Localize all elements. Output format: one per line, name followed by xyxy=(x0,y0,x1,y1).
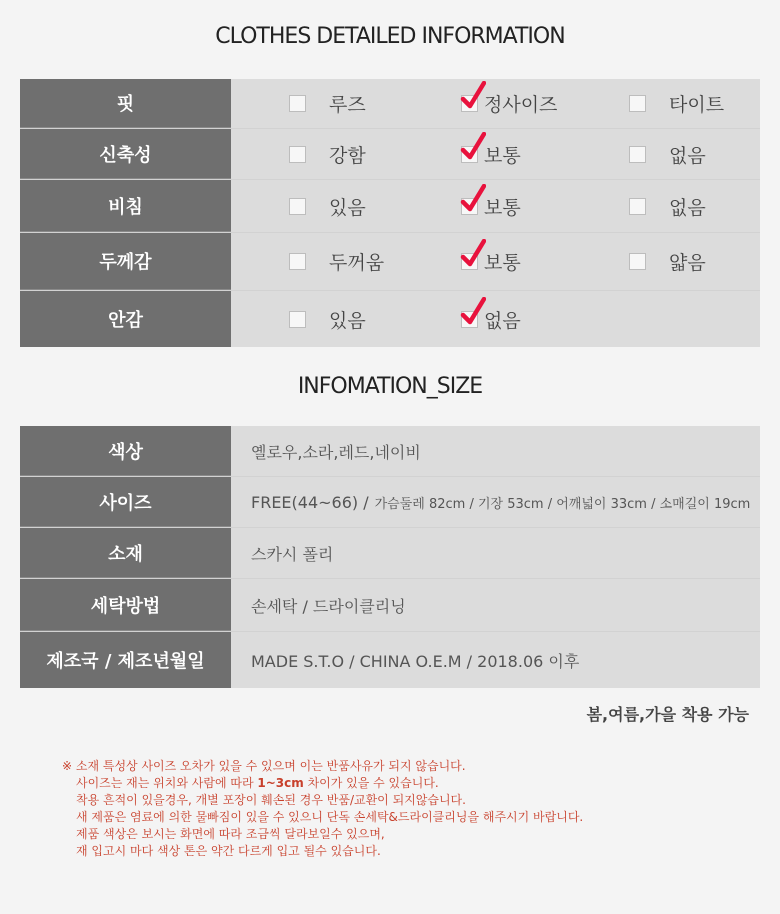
option-label: 얇음 xyxy=(669,252,706,274)
checkbox-checked[interactable] xyxy=(461,95,478,112)
row-value xyxy=(231,632,760,688)
table-row xyxy=(20,579,760,632)
row-value xyxy=(231,528,760,578)
checkmark-icon xyxy=(460,297,486,327)
checkbox[interactable] xyxy=(629,95,646,112)
table-row xyxy=(20,632,760,688)
table-row xyxy=(20,79,760,129)
option-label: 있음 xyxy=(329,309,366,332)
checkbox[interactable] xyxy=(289,311,306,328)
measurement-detail: 가슴둘레 82cm / 기장 53cm / 어깨넓이 33cm / 소매길이 19cm xyxy=(374,496,751,512)
note-line: ※ 소재 특성상 사이즈 오차가 있을 수 있으며 이는 반품사유가 되지 않습니다. xyxy=(62,759,466,773)
size-info-title: INFOMATION_SIZE xyxy=(297,374,483,399)
table-row xyxy=(20,426,760,477)
row-label: 소재 xyxy=(20,528,231,578)
season-note: 봄,여름,가을 착용 가능 xyxy=(586,705,749,724)
note-line: 제품 색상은 보시는 화면에 따라 조금씩 달라보일수 있으며, xyxy=(76,827,385,841)
row-label: 세탁방법 xyxy=(20,579,231,631)
option-label: 보통 xyxy=(484,144,521,167)
option-label: 없음 xyxy=(484,309,521,332)
note-line: 새 제품은 염료에 의한 물빠짐이 있을 수 있으니 단독 손세탁&드라이클리닝을 해주시기 바랍니다. xyxy=(76,810,584,824)
option-label: 보통 xyxy=(484,196,521,219)
value-text: 손세탁 / 드라이클리닝 xyxy=(251,596,406,616)
row-label: 사이즈 xyxy=(20,477,231,527)
checkbox[interactable] xyxy=(289,253,306,270)
size-info-table xyxy=(20,426,760,688)
option-label: 타이트 xyxy=(669,94,725,116)
checkmark-icon xyxy=(460,184,486,214)
checkbox-checked[interactable] xyxy=(461,146,478,163)
care-notes xyxy=(62,758,583,860)
value-text: 옐로우,소라,레드,네이비 xyxy=(251,442,421,462)
note-line: 재 입고시 마다 색상 톤은 약간 다르게 입고 될수 있습니다. xyxy=(76,844,381,858)
row-value xyxy=(231,426,760,476)
table-row xyxy=(20,291,760,347)
detail-info-title: CLOTHES DETAILED INFORMATION xyxy=(215,24,565,49)
table-row xyxy=(20,477,760,528)
detail-info-table xyxy=(20,79,760,347)
checkbox-checked[interactable] xyxy=(461,198,478,215)
checkbox[interactable] xyxy=(629,253,646,270)
row-label: 안감 xyxy=(20,291,231,347)
checkmark-icon xyxy=(460,81,486,111)
option-label: 없음 xyxy=(669,144,706,167)
row-label: 제조국 / 제조년월일 xyxy=(20,632,231,688)
row-label: 신축성 xyxy=(20,129,231,179)
checkbox[interactable] xyxy=(289,95,306,112)
value-text: MADE S.T.O / CHINA O.E.M / 2018.06 이후 xyxy=(251,651,580,671)
option-label: 두꺼움 xyxy=(329,252,385,274)
table-row xyxy=(20,129,760,180)
note-line: 착용 흔적이 있을경우, 개별 포장이 훼손된 경우 반품/교환이 되지않습니다. xyxy=(76,793,466,807)
option-label: 정사이즈 xyxy=(484,94,558,116)
checkbox[interactable] xyxy=(289,198,306,215)
checkbox-checked[interactable] xyxy=(461,311,478,328)
value-text: 스카시 폴리 xyxy=(251,544,334,564)
row-label: 비침 xyxy=(20,180,231,232)
row-label: 핏 xyxy=(20,79,231,128)
row-label: 색상 xyxy=(20,426,231,476)
row-value xyxy=(231,579,760,631)
checkbox[interactable] xyxy=(289,146,306,163)
table-row xyxy=(20,528,760,579)
option-label: 루즈 xyxy=(329,94,366,116)
row-label: 두께감 xyxy=(20,233,231,290)
option-label: 있음 xyxy=(329,196,366,219)
checkbox-checked[interactable] xyxy=(461,253,478,270)
note-line: 사이즈는 재는 위치와 사람에 따라 1~3cm 차이가 있을 수 있습니다. xyxy=(76,776,439,790)
option-label: 강함 xyxy=(329,144,366,167)
checkbox[interactable] xyxy=(629,198,646,215)
row-value xyxy=(231,477,760,527)
option-label: 없음 xyxy=(669,196,706,219)
table-row xyxy=(20,233,760,291)
table-row xyxy=(20,180,760,233)
option-label: 보통 xyxy=(484,252,521,274)
value-text: FREE(44~66) / xyxy=(251,492,369,512)
checkbox[interactable] xyxy=(629,146,646,163)
checkmark-icon xyxy=(460,239,486,269)
checkmark-icon xyxy=(460,132,486,162)
